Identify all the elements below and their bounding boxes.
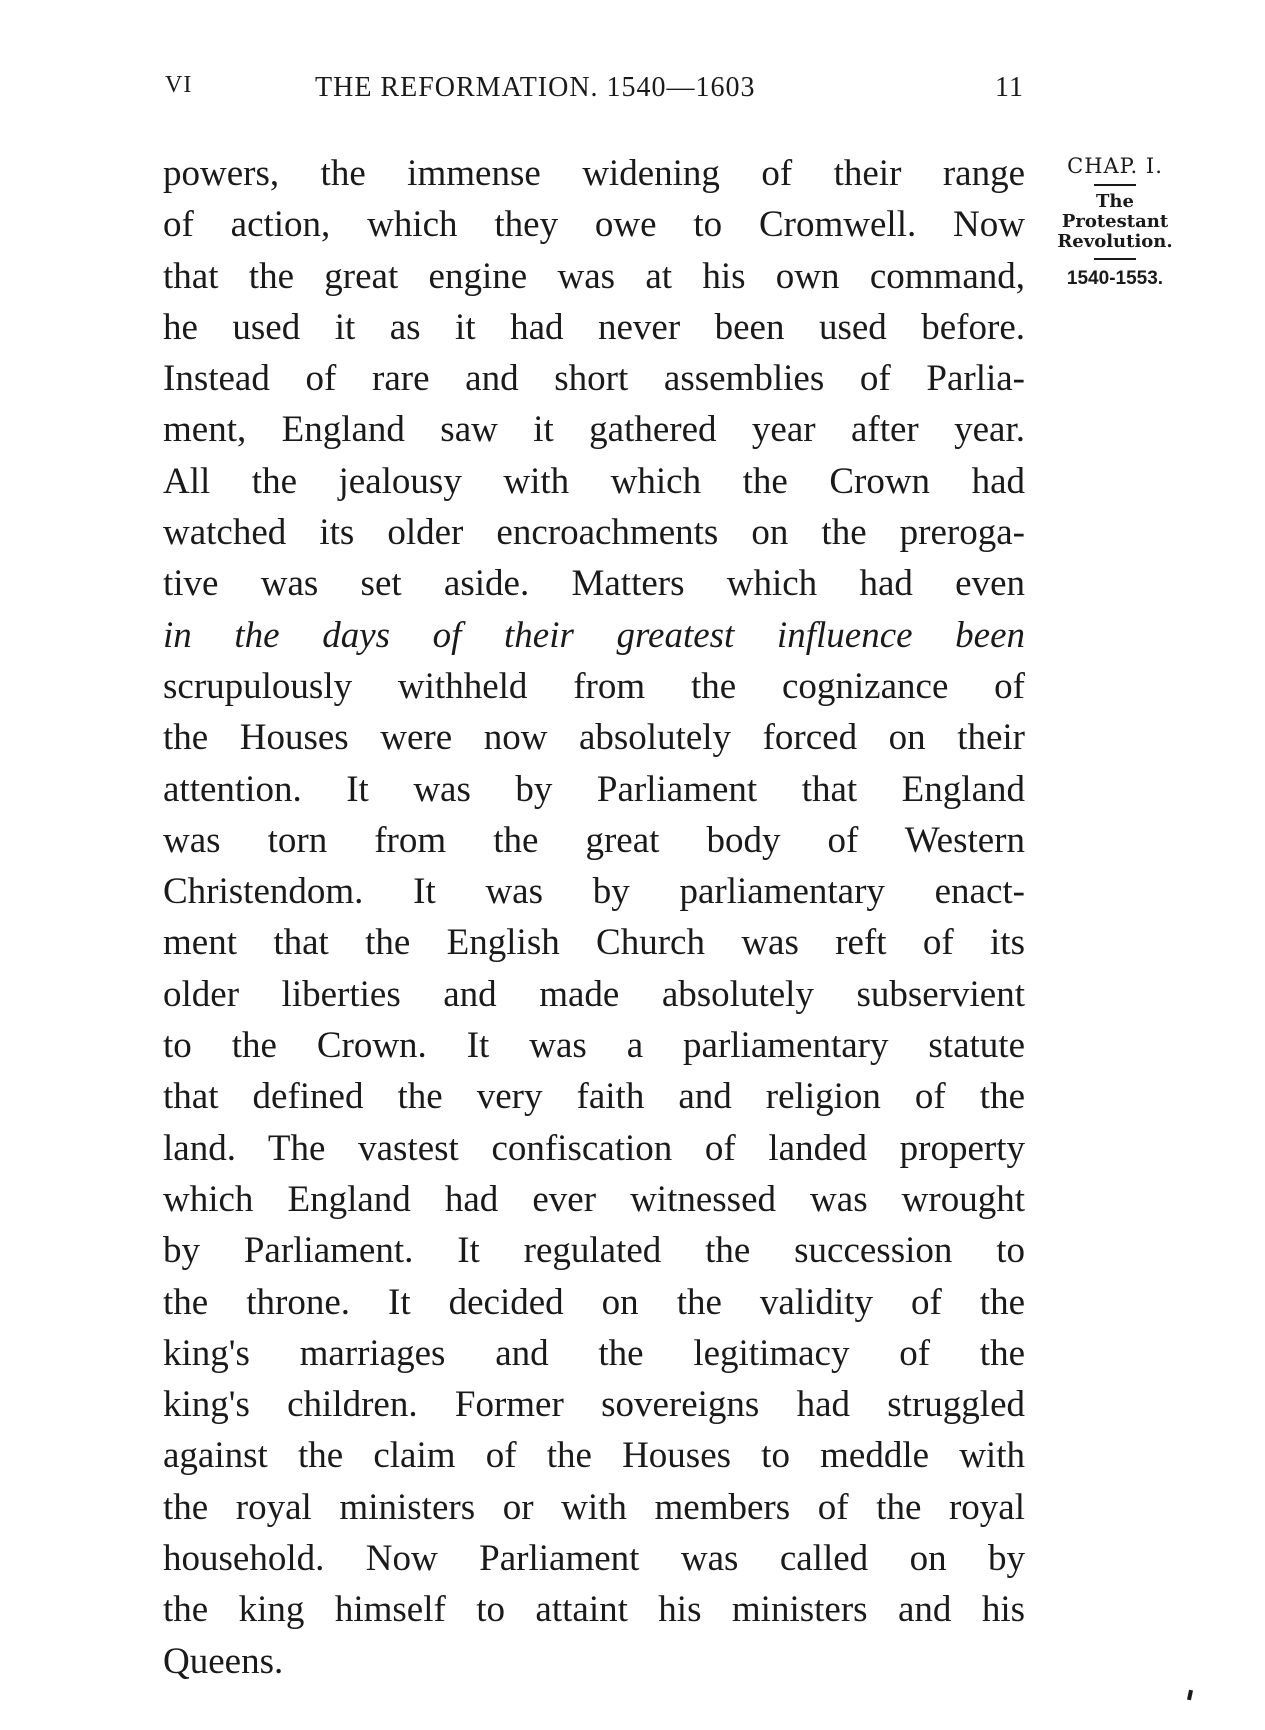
text-line: the royal ministers or with members of the royal bbox=[163, 1486, 1025, 1528]
text-line: household. Now Parliament was called on by bbox=[163, 1538, 1025, 1580]
marginal-subject-line: Revolution. bbox=[1057, 231, 1173, 252]
text-line: that defined the very faith and religion of the bbox=[163, 1076, 1025, 1118]
text-line: Instead of rare and short assemblies of Parlia- bbox=[163, 358, 1025, 400]
marginal-note bbox=[1040, 150, 1190, 290]
text-line: tive was set aside. Matters which had even bbox=[163, 563, 1025, 605]
marginal-years: 1540-1553. bbox=[1066, 268, 1164, 289]
text-line: All the jealousy with which the Crown had bbox=[163, 460, 1025, 502]
text-line: king's children. Former sovereigns had struggled bbox=[163, 1384, 1025, 1426]
running-title: THE REFORMATION. 1540—1603 bbox=[315, 72, 756, 103]
text-line: of action, which they owe to Cromwell. Now bbox=[163, 204, 1025, 246]
marginal-divider bbox=[1094, 258, 1136, 260]
running-header bbox=[0, 72, 1265, 112]
marginal-divider bbox=[1094, 184, 1136, 186]
text-line: king's marriages and the legitimacy of the bbox=[163, 1332, 1025, 1374]
text-line: the Houses were now absolutely forced on their bbox=[163, 717, 1025, 759]
text-line: ment that the English Church was reft of its bbox=[163, 922, 1025, 964]
page-number: 11 bbox=[995, 72, 1024, 103]
text-line: to the Crown. It was a parliamentary statute bbox=[163, 1025, 1025, 1067]
text-line: Christendom. It was by parliamentary enact- bbox=[163, 871, 1025, 913]
text-line: which England had ever witnessed was wrought bbox=[163, 1178, 1025, 1220]
marginal-chapter: CHAP. I. bbox=[1067, 154, 1163, 178]
text-line: Queens. bbox=[163, 1640, 284, 1682]
text-line: ment, England saw it gathered year after year. bbox=[163, 409, 1025, 451]
chapter-number: VI bbox=[165, 72, 193, 98]
text-line: the throne. It decided on the validity of the bbox=[163, 1281, 1025, 1323]
text-line: powers, the immense widening of their range bbox=[163, 153, 1025, 194]
text-line: in the days of their greatest influence been bbox=[163, 614, 1025, 656]
text-line: that the great engine was at his own command, bbox=[163, 255, 1025, 297]
body-text bbox=[163, 148, 1025, 1687]
text-line: scrupulously withheld from the cognizance of bbox=[163, 665, 1025, 707]
text-line: land. The vastest confiscation of landed property bbox=[163, 1127, 1025, 1169]
text-line: attention. It was by Parliament that England bbox=[163, 768, 1025, 810]
text-line: was torn from the great body of Western bbox=[163, 819, 1025, 861]
ink-speck bbox=[1187, 1690, 1193, 1701]
text-line: watched its older encroachments on the preroga- bbox=[163, 512, 1025, 554]
text-line: by Parliament. It regulated the succession to bbox=[163, 1230, 1025, 1272]
text-line: the king himself to attaint his ministers and his bbox=[163, 1589, 1025, 1631]
marginal-subject-line: The bbox=[1096, 191, 1134, 212]
marginal-subject-line: Protestant bbox=[1061, 211, 1169, 232]
text-line: older liberties and made absolutely subservient bbox=[163, 973, 1025, 1015]
text-line: he used it as it had never been used before. bbox=[163, 306, 1025, 348]
text-line: against the claim of the Houses to meddle with bbox=[163, 1435, 1025, 1477]
